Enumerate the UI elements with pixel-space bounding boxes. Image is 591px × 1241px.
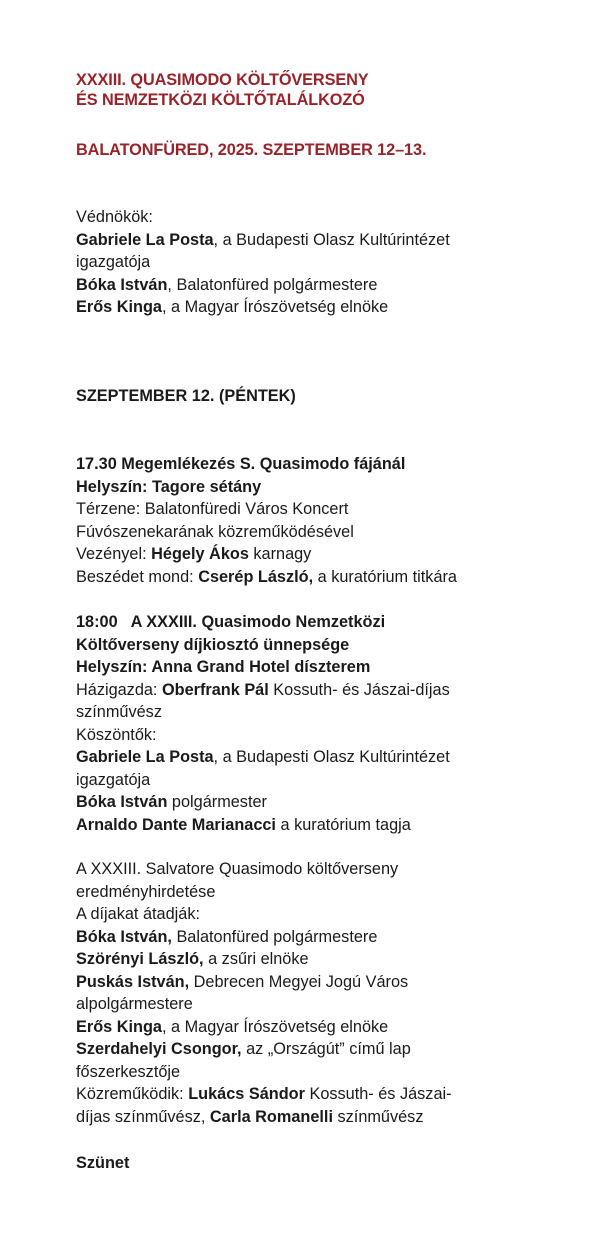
awarder-5-name: Szerdahelyi Csongor, — [76, 1040, 242, 1058]
awarder-4 — [76, 1016, 452, 1039]
event-1-music-1: Térzene: Balatonfüredi Város Koncert — [76, 500, 349, 518]
greeter-2 — [76, 791, 450, 814]
contributor-2-name: Carla Romanelli — [209, 1107, 333, 1126]
conductor-label: Vezényel: — [76, 545, 152, 563]
awarder-3-name: Puskás István, — [76, 972, 190, 991]
awarder-5-role: az „Országút” című lap — [241, 1040, 411, 1058]
host-name: Oberfrank Pál — [161, 680, 269, 699]
contributors-cont — [76, 1106, 452, 1129]
event-1-conductor — [76, 543, 457, 566]
title-line-2: ÉS NEMZETKÖZI KÖLTŐTALÁLKOZÓ — [76, 91, 365, 109]
speech-name: Cserép László, — [198, 567, 314, 586]
patron-1-role: , a Budapesti Olasz Kultúrintézet — [213, 230, 450, 249]
contrib-label: Közreműködik: — [76, 1085, 189, 1103]
contributor-1-role: Kossuth- és Jászai- — [304, 1085, 452, 1103]
awarder-5 — [76, 1038, 452, 1061]
speech-label: Beszédet mond: — [76, 567, 199, 586]
greeter-3-name: Arnaldo Dante Marianacci — [76, 815, 276, 834]
contributor-2-role: színművész — [332, 1107, 424, 1126]
results-section — [76, 858, 452, 1128]
patron-2-name: Bóka István — [76, 275, 168, 294]
greeters-label: Köszöntők: — [76, 725, 157, 744]
host-role-cont: színművész — [76, 703, 162, 721]
patron-1 — [76, 229, 450, 252]
awarder-1-role: Balatonfüred polgármestere — [171, 927, 378, 946]
break-label: Szünet — [76, 1154, 130, 1172]
greeter-1-role-cont: igazgatója — [76, 770, 151, 789]
patron-3 — [76, 296, 450, 319]
results-line-1: A XXXIII. Salvatore Quasimodo költőverseny — [76, 860, 399, 878]
event-2-venue: Helyszín: Anna Grand Hotel díszterem — [76, 658, 371, 676]
awarder-2-name: Szörényi László, — [76, 950, 204, 968]
host-role: Kossuth- és Jászai-díjas — [268, 680, 450, 699]
awarder-3-role-cont: alpolgármestere — [76, 995, 193, 1013]
event-1-venue: Helyszín: Tagore sétány — [76, 477, 262, 496]
awards-label: A díjakat átadják: — [76, 905, 201, 923]
event-2 — [76, 611, 450, 836]
awarder-4-role: , a Magyar Írószövetség elnöke — [161, 1017, 389, 1036]
title-line-1: XXXIII. QUASIMODO KÖLTŐVERSENY — [76, 71, 369, 89]
day-heading-text: SZEPTEMBER 12. (PÉNTEK) — [76, 387, 296, 405]
speech-role: a kuratórium titkára — [313, 567, 457, 586]
event-2-host — [76, 679, 450, 702]
patron-2-role: , Balatonfüred polgármestere — [167, 275, 378, 294]
greeter-1 — [76, 746, 450, 769]
awarder-1-name: Bóka István, — [76, 927, 172, 946]
patron-2 — [76, 274, 450, 297]
greeter-1-role: , a Budapesti Olasz Kultúrintézet — [213, 748, 450, 766]
awarder-4-name: Erős Kinga — [76, 1017, 162, 1036]
contributor-1-name: Lukács Sándor — [188, 1085, 305, 1103]
patron-3-name: Erős Kinga — [76, 298, 162, 316]
event-2-title-2: Költőverseny díjkiosztó ünnepsége — [76, 635, 350, 654]
greeter-3-role: a kuratórium tagja — [275, 815, 411, 834]
location-date-text: BALATONFÜRED, 2025. SZEPTEMBER 12–13. — [76, 141, 427, 159]
event-1-music-2: Fúvószenekarának közreműködésével — [76, 522, 354, 541]
conductor-role: karnagy — [248, 545, 312, 563]
event-1-title: 17.30 Megemlékezés S. Quasimodo fájánál — [76, 455, 406, 473]
event-2-title-1: 18:00 A XXXIII. Quasimodo Nemzetközi — [76, 613, 386, 631]
day-heading — [76, 385, 296, 408]
conductor-name: Hégely Ákos — [151, 545, 249, 563]
results-line-2: eredményhirdetése — [76, 882, 216, 901]
awarder-5-role-cont: főszerkesztője — [76, 1062, 181, 1081]
patron-1-name: Gabriele La Posta — [76, 230, 214, 249]
event-1-speech — [76, 566, 457, 589]
awarder-3-role: Debrecen Megyei Jogú Város — [189, 972, 409, 991]
greeter-1-name: Gabriele La Posta — [76, 748, 214, 766]
greeter-2-name: Bóka István — [76, 793, 168, 811]
event-title — [76, 70, 369, 110]
greeter-2-role: polgármester — [167, 793, 267, 811]
greeter-3 — [76, 814, 450, 837]
awarder-1 — [76, 926, 452, 949]
event-1 — [76, 453, 457, 588]
patron-3-role: , a Magyar Írószövetség elnöke — [161, 298, 389, 316]
contributors — [76, 1083, 452, 1106]
awarder-3 — [76, 971, 452, 994]
awarder-2-role: a zsűri elnöke — [203, 950, 309, 968]
patrons-heading: Védnökök: — [76, 208, 153, 226]
awarder-2 — [76, 948, 452, 971]
patron-1-role-cont: igazgatója — [76, 253, 151, 271]
break-section — [76, 1152, 129, 1175]
patrons-section — [76, 206, 450, 319]
location-date — [76, 140, 426, 160]
host-label: Házigazda: — [76, 680, 162, 699]
contributor-1-role-cont: díjas színművész, — [76, 1107, 210, 1126]
